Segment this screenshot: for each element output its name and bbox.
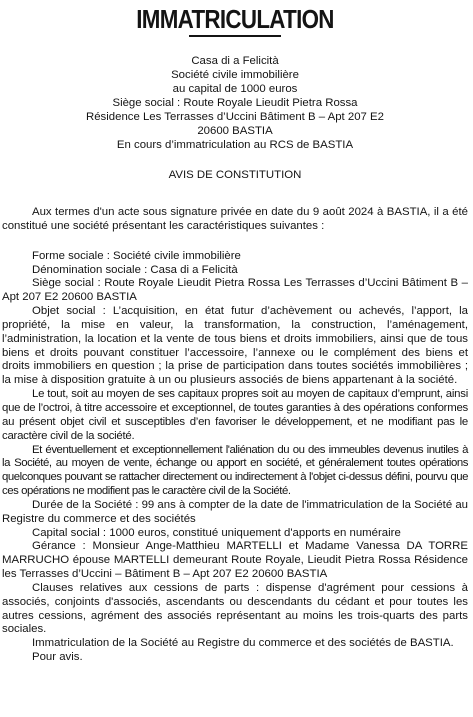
management-paragraph: Gérance : Monsieur Ange-Matthieu MARTELLI et Madame Vanessa DA TORRE MARRUCHO épouse MARTELLI demeurant Route Royale, Lieudit Pietra Rossa Résidence les Terrasses d’Uccini – Bâtiment B – Apt 207 E2 20600 BASTIA	[2, 540, 468, 581]
registered-office-paragraph: Siège social : Route Royale Lieudit Pietra Rossa Les Terrasses d’Uccini Bâtiment B – Apt 207 E2 20600 BASTIA	[2, 277, 468, 304]
notice-body	[2, 206, 468, 665]
company-form: Société civile immobilière	[171, 69, 299, 81]
registration-paragraph: Immatriculation de la Société au Registre du commerce et des sociétés de BASTIA.	[32, 637, 454, 650]
company-name: Casa di a Felicità	[191, 55, 279, 67]
corporate-purpose-paragraph: Objet social : L’acquisition, en état futur d’achèvement ou achevés, l’apport, la propriété, la mise en valeur, la transformation, la construction, l’aménagement, l’administration, la location et la vente de tous biens et droits immobiliers, ainsi que de tous biens et droits pouvant constituer l’accessoire, l’annexe ou le complément des biens et droits immobiliers en question ; la prise de participation dans toutes sociétés immobilières ; la mise à disposition gratuite à un ou plusieurs associés de biens appartenant à la société.	[2, 305, 468, 387]
company-address-line-2: Résidence Les Terrasses d’Uccini Bâtiment B – Apt 207 E2	[85, 111, 384, 123]
company-capital: au capital de 1000 euros	[172, 83, 298, 95]
financing-paragraph: Le tout, soit au moyen de ses capitaux propres soit au moyen de capitaux d’emprunt, ainsi que de l’octroi, à titre accessoire et exceptionnel, de toutes garanties à des opérations conformes au présent objet civil et susceptibles d’en favoriser le développement, et ne modifiant pas le caractère civil de la société.	[2, 388, 468, 442]
capital-paragraph: Capital social : 1000 euros, constitué uniquement d'apports en numéraire	[32, 526, 401, 539]
legal-form-paragraph: Forme sociale : Société civile immobilière	[32, 249, 241, 262]
closing-paragraph: Pour avis.	[32, 651, 83, 664]
company-header	[2, 54, 468, 152]
company-address-line-1: Siège social : Route Royale Lieudit Pietra Rossa	[112, 97, 358, 109]
notice-heading: IMMATRICULATION	[136, 4, 334, 34]
company-postcode-city: 20600 BASTIA	[197, 125, 273, 137]
company-name-paragraph: Dénomination sociale : Casa di a Felicità	[32, 263, 238, 276]
alienation-paragraph: Et éventuellement et exceptionnellement l'aliénation du ou des immeubles devenus inutiles à la Société, au moyen de vente, échange ou apport en société, et généralement toutes opérations quelconques pouvant se rattacher directement ou indirectement à l'objet ci-dessus défini, pourvu que ces opérations ne modifient pas le caractère civil de la Société.	[2, 443, 468, 498]
intro-paragraph: Aux termes d'un acte sous signature privée en date du 9 août 2024 à BASTIA, il a été constitué une société présentant les caractéristiques suivantes :	[2, 206, 468, 232]
notice-title: AVIS DE CONSTITUTION	[168, 169, 302, 181]
company-registration-status: En cours d’immatriculation au RCS de BASTIA	[116, 139, 354, 151]
share-transfer-paragraph: Clauses relatives aux cessions de parts : dispense d'agrément pour cessions à associés, conjoints d'associés, ascendants ou descendants du cédant et pour toutes les autres cessions, agrément des associés représentant au moins les trois-quarts des parts sociales.	[2, 581, 468, 636]
duration-paragraph: Durée de la Société : 99 ans à compter de la date de l'immatriculation de la Société au Registre du commerce et des sociétés	[2, 498, 468, 525]
heading-underline	[189, 35, 281, 37]
